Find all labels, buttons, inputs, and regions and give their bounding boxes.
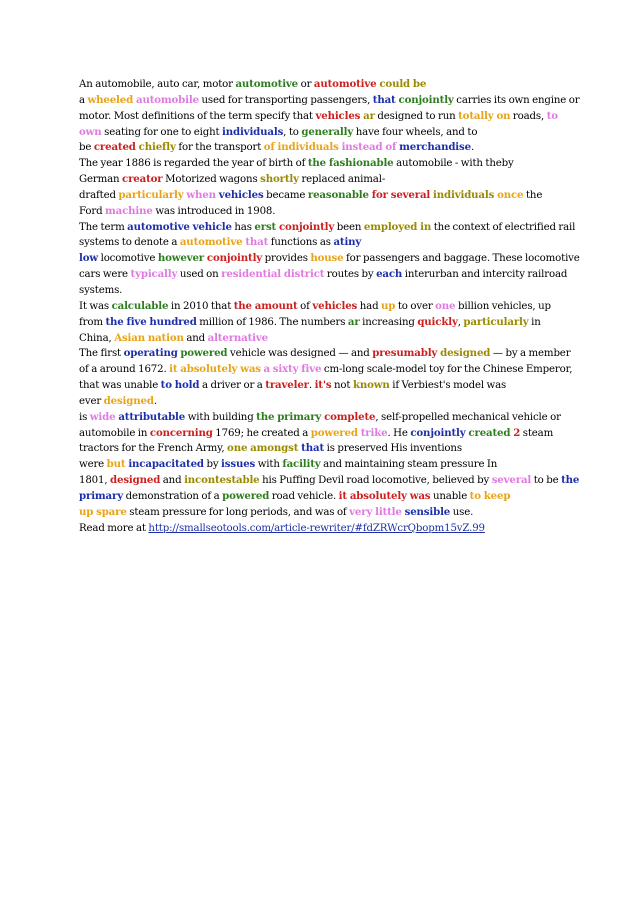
highlighted-word: however	[157, 252, 205, 265]
text-run: Motorized wagons	[162, 174, 261, 186]
text-run: to be	[531, 475, 562, 487]
highlighted-word: typically	[130, 268, 178, 281]
text-run: from	[79, 316, 106, 328]
text-line	[79, 156, 579, 172]
text-run: systems.	[79, 284, 123, 296]
highlighted-word: that	[242, 236, 269, 249]
highlighted-word: residential district	[221, 268, 325, 281]
text-run: It was	[79, 300, 112, 312]
highlighted-word: created	[465, 426, 511, 439]
highlighted-word: shortly	[260, 173, 299, 186]
highlighted-word: designed	[110, 474, 161, 487]
text-line	[79, 283, 579, 299]
highlighted-word: each	[376, 268, 403, 281]
text-run: systems to denote a	[79, 237, 180, 249]
text-line	[79, 410, 579, 426]
text-line	[79, 378, 579, 394]
highlighted-word: the fashionable	[307, 157, 394, 170]
text-run: routes by	[324, 269, 377, 281]
highlighted-word: powered	[310, 426, 358, 439]
text-run: and	[183, 332, 208, 344]
text-line	[79, 188, 579, 204]
text-run: locomotive	[98, 253, 158, 265]
text-run: of a around 1672.	[79, 364, 170, 376]
text-line	[79, 204, 579, 220]
text-line	[79, 220, 579, 236]
text-run: roads,	[510, 110, 547, 122]
highlighted-word: to	[546, 109, 558, 122]
highlighted-word: created	[93, 141, 136, 154]
text-run: steam	[520, 427, 554, 439]
highlighted-word: automobile	[133, 93, 199, 106]
article-text	[79, 77, 579, 536]
text-run: provides	[262, 253, 311, 265]
text-run: with	[255, 459, 283, 471]
highlighted-word: it absolutely was	[169, 363, 261, 376]
source-link[interactable]: http://smallseotools.com/article-rewriter/#fdZRWcrQbopm15vZ.99	[148, 522, 485, 534]
highlighted-word: own	[79, 125, 102, 138]
text-run: with building	[185, 411, 257, 423]
text-run: was introduced in 1908.	[152, 205, 276, 217]
text-run: .	[470, 142, 475, 154]
text-run: carries its own engine or	[453, 94, 580, 106]
text-run: in	[528, 316, 541, 328]
highlighted-word: one amongst	[227, 442, 299, 455]
highlighted-word: Asian nation	[114, 331, 184, 344]
text-line	[79, 441, 579, 457]
text-line	[79, 109, 579, 125]
text-run: the	[523, 189, 543, 201]
highlighted-word: automotive	[235, 78, 299, 90]
highlighted-word: the amount	[233, 299, 298, 312]
highlighted-word: incapacitated	[125, 458, 204, 471]
text-run: replaced animal-	[298, 174, 386, 186]
highlighted-word: individuals	[222, 125, 284, 138]
highlighted-word: designed	[437, 347, 491, 360]
highlighted-word: house	[310, 252, 344, 265]
highlighted-word: it absolutely was	[338, 489, 431, 502]
highlighted-word: particularly	[118, 188, 184, 201]
text-run: cm-long scale-model toy for the Chinese Emperor,	[321, 364, 573, 376]
text-line	[79, 457, 579, 473]
highlighted-word: of individuals	[263, 141, 339, 154]
highlighted-word: to keep	[469, 489, 511, 502]
text-run: his Puffing Devil road locomotive, believed by	[259, 475, 492, 487]
text-run: of	[297, 300, 313, 312]
highlighted-word: powered	[180, 347, 228, 360]
highlighted-word: automotive vehicle	[127, 220, 232, 233]
highlighted-word: it's	[314, 379, 332, 392]
highlighted-word: but	[106, 458, 126, 471]
text-run: and maintaining steam pressure In	[320, 459, 498, 471]
highlighted-word: wide	[89, 410, 116, 423]
text-line	[79, 315, 579, 331]
text-line	[79, 93, 579, 109]
highlighted-word: machine	[105, 204, 153, 217]
text-line	[79, 473, 579, 489]
text-run: the context of electrified rail	[431, 221, 576, 233]
highlighted-word: trike	[357, 426, 388, 439]
text-line	[79, 426, 579, 442]
highlighted-word: traveler	[265, 379, 309, 392]
highlighted-word: automotive	[179, 236, 243, 249]
highlighted-word: operating	[123, 347, 178, 360]
text-run: not	[331, 380, 353, 392]
highlighted-word: presumably	[372, 347, 438, 360]
highlighted-word: employed in	[363, 220, 432, 233]
text-run: .	[308, 380, 315, 392]
text-run: automobile in	[79, 427, 150, 439]
text-run: used on	[177, 269, 222, 281]
highlighted-word: incontestable	[184, 474, 260, 487]
highlighted-word: atiny	[333, 236, 362, 249]
text-line	[79, 505, 579, 521]
text-line	[79, 77, 579, 93]
highlighted-word: for several	[368, 188, 431, 201]
text-run: , self-propelled mechanical vehicle or	[375, 411, 561, 423]
text-run: — by a member	[490, 348, 571, 360]
highlighted-word: to hold	[160, 379, 200, 392]
text-run: were	[79, 459, 107, 471]
highlighted-word: calculable	[111, 299, 169, 312]
text-run: seating for one to eight	[101, 126, 223, 138]
text-run: has	[231, 221, 255, 233]
highlighted-word: primary	[79, 489, 123, 502]
text-run: is	[79, 411, 90, 423]
text-run: is preserved His inventions	[324, 443, 462, 455]
highlighted-word: that	[298, 442, 324, 455]
text-run: road vehicle.	[269, 490, 339, 502]
text-run: by	[203, 459, 222, 471]
highlighted-word: a sixty five	[263, 363, 322, 376]
text-run: for passengers and baggage. These locomotive	[343, 253, 580, 265]
highlighted-word: reasonable	[307, 188, 369, 201]
highlighted-word: quickly	[417, 315, 458, 328]
text-run: Read more at	[79, 522, 149, 534]
text-run: have four wheels, and to	[353, 126, 478, 138]
text-line	[79, 140, 579, 156]
text-run: motor. Most definitions of the term specify that	[79, 110, 316, 122]
text-line	[79, 346, 579, 362]
highlighted-word: facility	[282, 458, 321, 471]
text-run: . He	[387, 427, 411, 439]
text-run: unable	[430, 490, 470, 502]
text-run: became	[263, 189, 308, 201]
text-line	[79, 125, 579, 141]
highlighted-word: conjointly	[395, 93, 454, 106]
text-run: or	[298, 79, 314, 90]
text-line	[79, 235, 579, 251]
highlighted-word: 2	[510, 426, 521, 439]
text-line	[79, 172, 579, 188]
text-run: to over	[395, 300, 436, 312]
text-run: ever	[79, 395, 104, 407]
highlighted-word: instead of	[338, 141, 397, 154]
text-run: that was unable	[79, 380, 161, 392]
text-run: for the transport	[175, 142, 264, 154]
text-run: tractors for the French Army,	[79, 443, 228, 455]
text-run: drafted	[79, 189, 119, 201]
text-run: ,	[457, 316, 464, 328]
text-line	[79, 362, 579, 378]
highlighted-word: the five hundred	[105, 315, 197, 328]
text-run: vehicle was designed — and	[227, 348, 373, 360]
text-run: China,	[79, 332, 115, 344]
highlighted-word: the primary	[256, 410, 322, 423]
highlighted-word: chiefly	[135, 141, 176, 154]
text-run: million of 1986. The numbers	[196, 316, 348, 328]
text-run: a driver or a	[199, 380, 266, 392]
text-run: had	[357, 300, 382, 312]
highlighted-word: ar	[347, 315, 360, 328]
highlighted-word: when	[183, 188, 216, 201]
highlighted-word: powered	[222, 489, 270, 502]
highlighted-word: totally on	[458, 109, 511, 122]
text-run: if Verbiest's model was	[389, 380, 507, 392]
text-run: used for transporting passengers,	[198, 94, 373, 106]
highlighted-word: conjointly	[276, 220, 335, 233]
highlighted-word: wheeled	[87, 93, 134, 106]
text-run: The first	[79, 348, 124, 360]
text-run: Ford	[79, 205, 106, 217]
highlighted-word: erst	[254, 220, 277, 233]
highlighted-word: conjointly	[410, 426, 466, 439]
text-run: and	[160, 475, 185, 487]
text-run: a	[79, 94, 88, 106]
highlighted-word: merchandise	[396, 141, 471, 154]
text-run: in 2010 that	[168, 300, 234, 312]
highlighted-word: complete	[321, 410, 376, 423]
highlighted-word: the	[561, 474, 580, 487]
text-line	[79, 299, 579, 315]
text-run: interurban and intercity railroad	[402, 269, 568, 281]
text-run: automobile - with theby	[393, 158, 514, 170]
text-line	[79, 267, 579, 283]
highlighted-word: vehicles	[215, 188, 264, 201]
highlighted-word: that	[372, 93, 396, 106]
text-run: The year 1886 is regarded the year of birth of	[79, 158, 308, 170]
text-run: , to	[283, 126, 302, 138]
highlighted-word: alternative	[207, 331, 269, 344]
highlighted-word: up spare	[79, 505, 127, 518]
highlighted-word: sensible	[401, 505, 451, 518]
text-run: steam pressure for long periods, and was of	[126, 506, 350, 518]
text-run: designed to run	[374, 110, 459, 122]
highlighted-word: could be	[376, 78, 427, 90]
highlighted-word: generally	[301, 125, 354, 138]
highlighted-word: one	[435, 299, 456, 312]
highlighted-word: particularly	[463, 315, 529, 328]
highlighted-word: attributable	[115, 410, 186, 423]
text-run: German	[79, 174, 123, 186]
text-run: cars were	[79, 269, 131, 281]
text-run: demonstration of a	[122, 490, 223, 502]
highlighted-word: designed	[103, 394, 154, 407]
text-line	[79, 331, 579, 347]
highlighted-word: concerning	[149, 426, 213, 439]
text-line	[79, 489, 579, 505]
text-line	[79, 521, 579, 537]
text-run: 1801,	[79, 475, 111, 487]
text-run: increasing	[359, 316, 418, 328]
highlighted-word: very little	[349, 505, 402, 518]
text-run: .	[153, 395, 157, 407]
text-run: An automobile, auto car, motor	[79, 79, 236, 90]
text-run: be	[79, 142, 94, 154]
highlighted-word: individuals	[430, 188, 495, 201]
highlighted-word: up	[381, 299, 396, 312]
text-run: been	[334, 221, 364, 233]
highlighted-word: known	[352, 379, 390, 392]
text-run: use.	[450, 506, 474, 518]
highlighted-word: once	[494, 188, 524, 201]
highlighted-word: vehicles	[312, 299, 358, 312]
text-line	[79, 251, 579, 267]
highlighted-word: several	[491, 474, 532, 487]
text-line	[79, 394, 579, 410]
text-run: 1769; he created a	[212, 427, 311, 439]
highlighted-word: vehicles	[315, 109, 361, 122]
text-run: billion vehicles, up	[455, 300, 551, 312]
highlighted-word: issues	[221, 458, 256, 471]
highlighted-word: ar	[360, 109, 375, 122]
text-run: functions as	[268, 237, 334, 249]
highlighted-word: low	[79, 252, 98, 265]
highlighted-word: conjointly	[204, 252, 263, 265]
highlighted-word: automotive	[313, 78, 377, 90]
text-run: The term	[79, 221, 128, 233]
highlighted-word: creator	[122, 173, 163, 186]
